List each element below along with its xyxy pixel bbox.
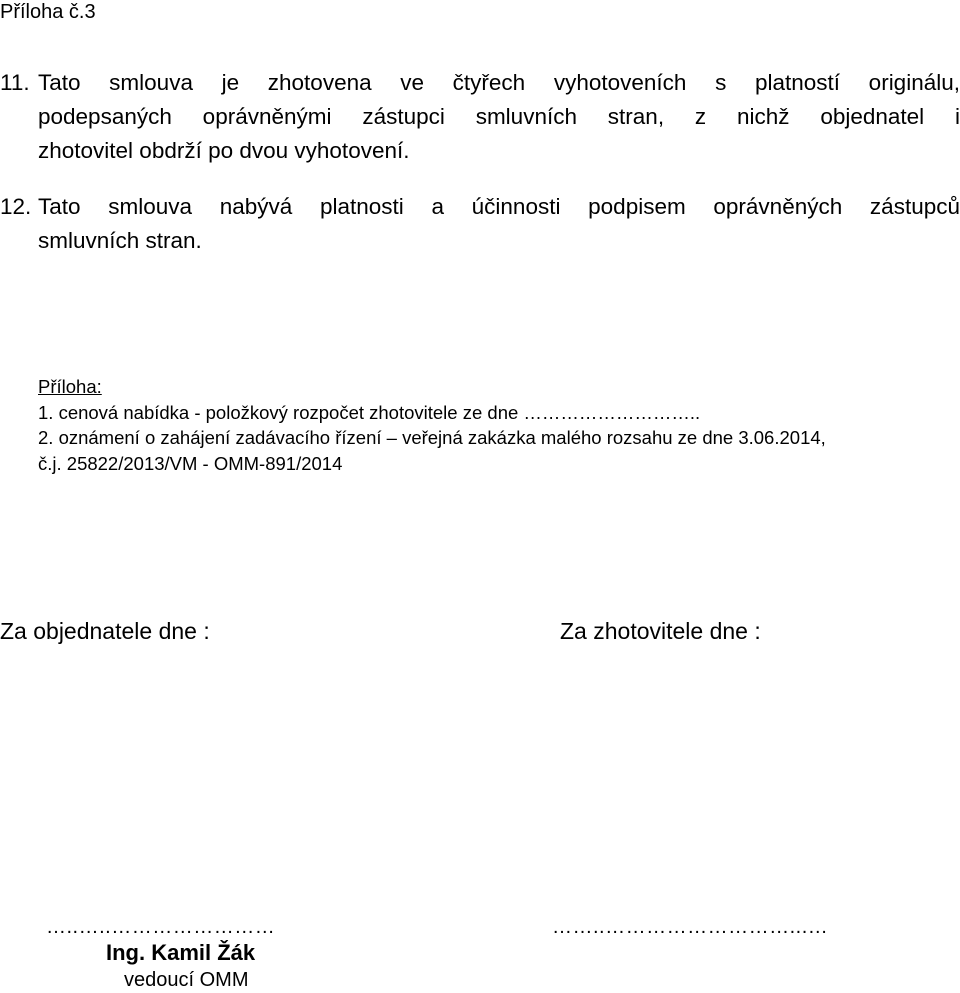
clause-12 [0, 190, 960, 258]
attachment-item: č.j. 25822/2013/VM - OMM-891/2014 [38, 452, 343, 474]
attachments-list [38, 374, 826, 476]
attachments-heading: Příloha: [38, 376, 102, 397]
attachment-item: 1. cenová nabídka - položkový rozpočet zhotovitele ze dne ……………………….. [38, 401, 701, 423]
clause-line: Tato smlouva je zhotovena ve čtyřech vyhotoveních s platností originálu, [38, 70, 960, 95]
clause-11 [0, 66, 960, 168]
client-signature-line: …..…..…………………… [46, 916, 276, 938]
contractor-signature-line: ……..………………………...… [552, 916, 829, 938]
clause-line: smluvních stran. [38, 228, 202, 253]
signer-name: Ing. Kamil Žák [106, 940, 256, 965]
attachment-item: 2. oznámení o zahájení zadávacího řízení – veřejná zakázka malého rozsahu ze dne 3.06.2014, [38, 427, 826, 448]
clause-line: podepsaných oprávněnými zástupci smluvních stran, z nichž objednatel i [38, 104, 960, 129]
clause-line: Tato smlouva nabývá platnosti a účinnosti podpisem oprávněných zástupců [38, 194, 960, 219]
contractor-signature-label: Za zhotovitele dne : [560, 618, 761, 644]
clause-line: zhotovitel obdrží po dvou vyhotovení. [38, 138, 410, 163]
clause-number: 12. [0, 194, 32, 219]
clause-number: 11. [0, 70, 30, 95]
signer-role: vedoucí OMM [124, 969, 249, 991]
client-signature-label: Za objednatele dne : [0, 618, 210, 644]
attachment-number-label: Příloha č.3 [0, 1, 96, 23]
